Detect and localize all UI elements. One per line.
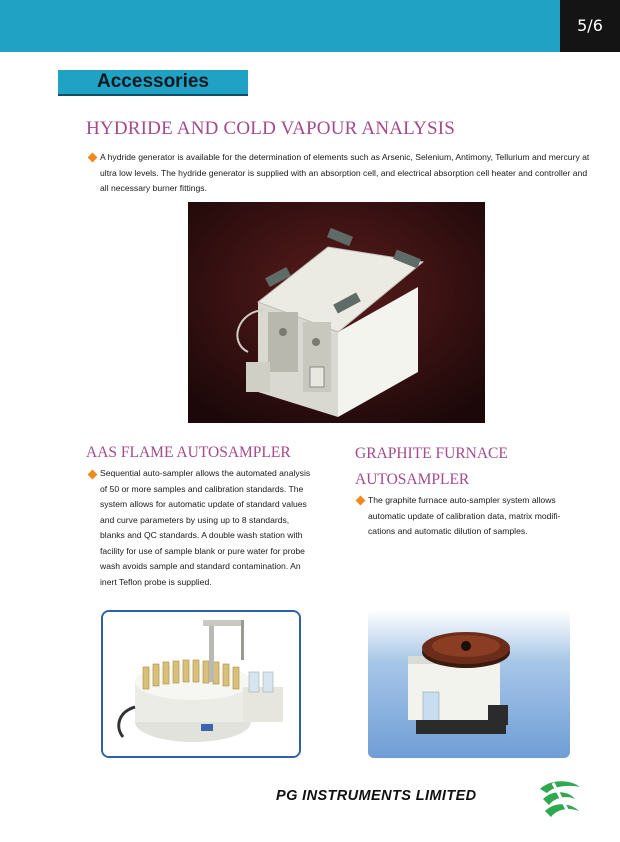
hydride-description: A hydride generator is available for the determination of elements such as Arsenic, Selenium, Antimony, Tellurium and mercury at ultra low levels. The hydride generator is supplied with an absorption cell, and electrical absorption cell heater and controller and all necessary burner fittings. — [100, 152, 590, 193]
graphite-autosampler-photo — [368, 610, 570, 758]
flame-autosampler-photo — [101, 610, 301, 758]
hydride-title: HYDRIDE AND COLD VAPOUR ANALYSIS — [86, 118, 456, 139]
flame-autosampler-description: Sequential auto-sampler allows the automated analysis of 50 or more samples and calibration standards. The system allows for automatic update of standard values and curve parameters by using up to 8 standards, blanks and QC standards. A double wash station with facility for use of sample blank or pure water for probe wash avoids sample and standard contamination. An inert Teflon probe is supplied. — [100, 468, 311, 587]
bullet-icon — [88, 153, 98, 163]
company-logo-icon — [535, 777, 585, 823]
company-name: PG INSTRUMENTS LIMITED — [276, 788, 477, 804]
hydride-generator-photo — [188, 202, 485, 423]
graphite-autosampler-description: The graphite furnace auto-sampler system allows automatic update of calibration data, matrix modifi-cations and automatic dilution of samples. — [368, 495, 561, 536]
header-bar — [0, 0, 560, 52]
bullet-icon — [356, 496, 366, 506]
graphite-autosampler-title: GRAPHITE FURNACE AUTOSAMPLER — [355, 445, 508, 488]
page-number: 5/6 — [560, 0, 620, 52]
bullet-icon — [88, 470, 98, 480]
flame-autosampler-title: AAS FLAME AUTOSAMPLER — [86, 444, 291, 461]
section-tab-accessories: Accessories — [58, 70, 248, 96]
